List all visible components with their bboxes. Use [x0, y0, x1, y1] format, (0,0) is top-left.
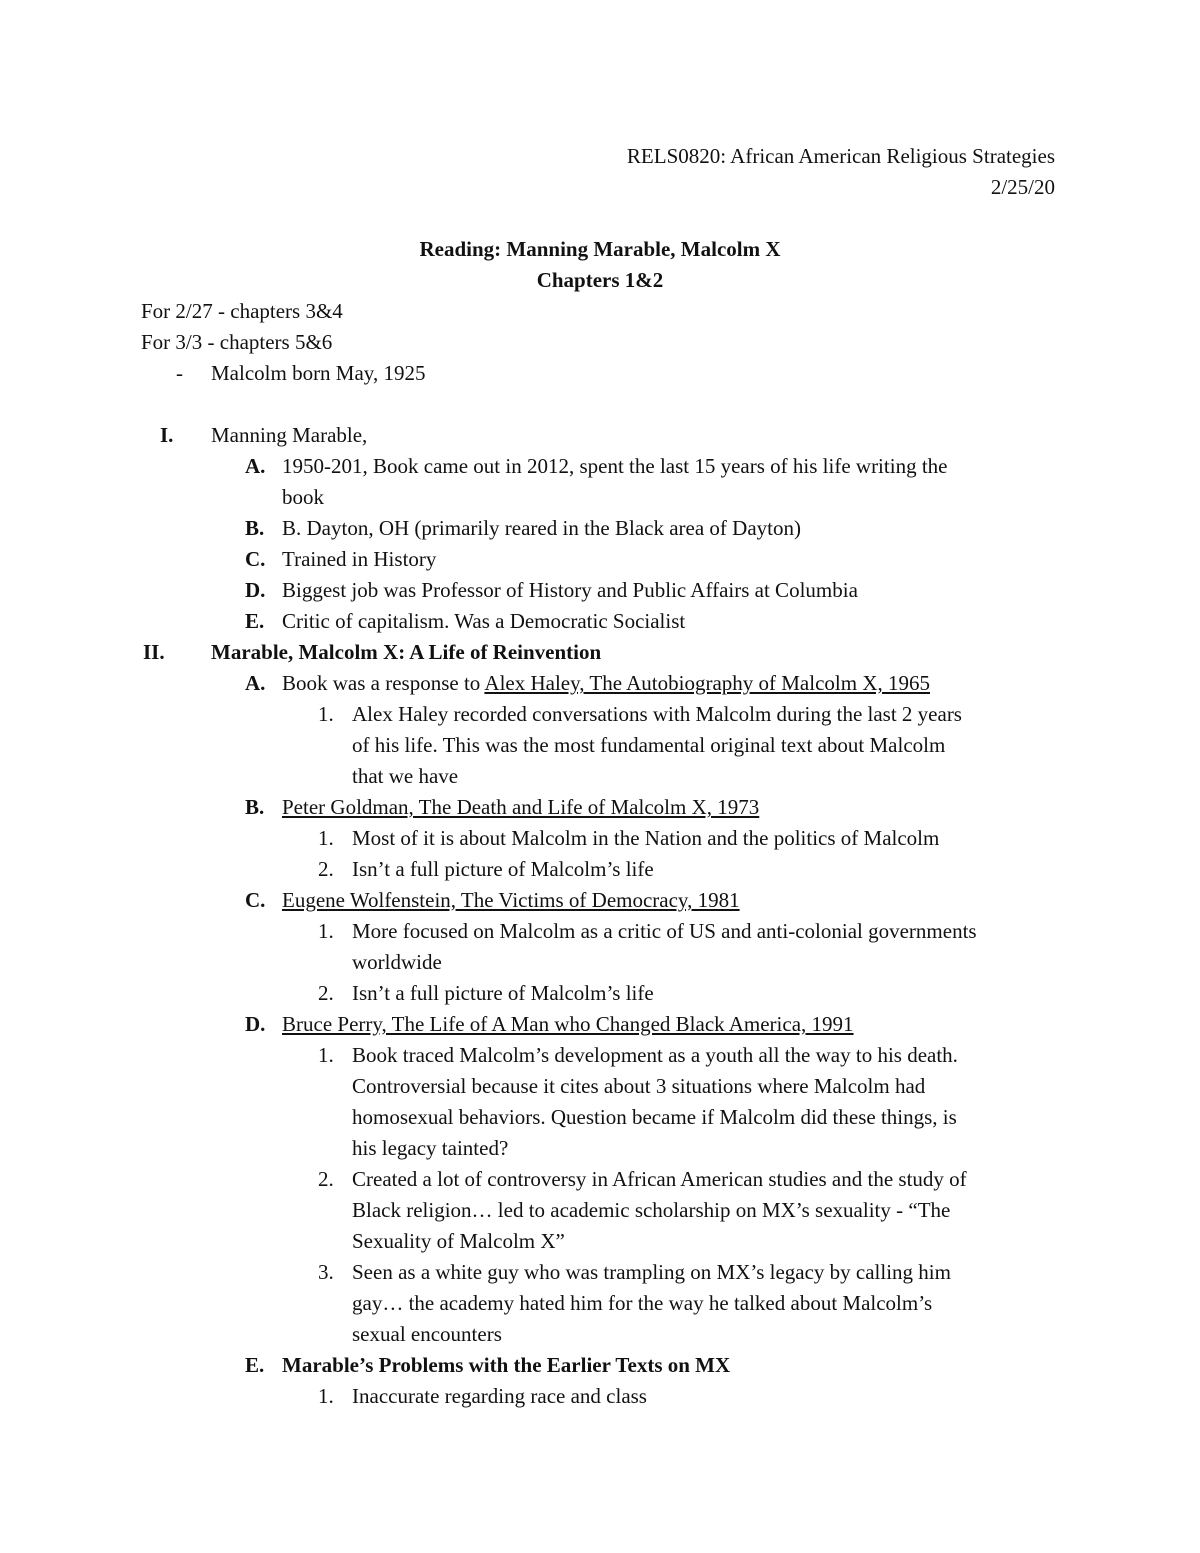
item-marker: B.	[245, 795, 265, 819]
schedule-line: For 3/3 - chapters 5&6	[141, 330, 333, 354]
list-item: Critic of capitalism. Was a Democratic Socialist	[282, 609, 686, 633]
section-marker: I.	[160, 423, 174, 447]
subitem-marker: 1.	[318, 1043, 334, 1067]
list-item: Controversial because it cites about 3 situations where Malcolm had	[352, 1074, 926, 1098]
list-item: More focused on Malcolm as a critic of US and anti-colonial governments	[352, 919, 977, 943]
list-item: Trained in History	[282, 547, 437, 571]
section-marker: II.	[143, 640, 165, 664]
list-item: Sexuality of Malcolm X”	[352, 1229, 565, 1253]
subsection-heading: Marable’s Problems with the Earlier Texts on MX	[282, 1353, 731, 1377]
list-item: Isn’t a full picture of Malcolm’s life	[352, 857, 654, 881]
item-marker: A.	[245, 454, 266, 478]
item-marker: D.	[245, 1012, 266, 1036]
list-item: Seen as a white guy who was trampling on MX’s legacy by calling him	[352, 1260, 951, 1284]
list-item: Malcolm born May, 1925	[211, 361, 426, 385]
section-heading: Marable, Malcolm X: A Life of Reinvention	[211, 640, 602, 664]
item-marker: B.	[245, 516, 265, 540]
note-date: 2/25/20	[990, 175, 1055, 199]
list-item	[282, 671, 930, 695]
list-item: B. Dayton, OH (primarily reared in the Black area of Dayton)	[282, 516, 801, 540]
subitem-marker: 2.	[318, 857, 334, 881]
item-marker: C.	[245, 888, 266, 912]
list-item: Inaccurate regarding race and class	[352, 1384, 647, 1408]
item-marker: E.	[245, 609, 265, 633]
subitem-marker: 1.	[318, 826, 334, 850]
reading-title: Reading: Manning Marable, Malcolm X	[419, 237, 781, 261]
subitem-marker: 3.	[318, 1260, 334, 1284]
book-title: Bruce Perry, The Life of A Man who Changed Black America, 1991	[282, 1012, 854, 1036]
list-item: Isn’t a full picture of Malcolm’s life	[352, 981, 654, 1005]
item-prefix: Book was a response to	[282, 671, 485, 695]
item-marker: C.	[245, 547, 266, 571]
list-item: worldwide	[352, 950, 442, 974]
list-item: Black religion… led to academic scholarship on MX’s sexuality - “The	[352, 1198, 951, 1222]
item-marker: A.	[245, 671, 266, 695]
schedule-line: For 2/27 - chapters 3&4	[141, 299, 343, 323]
list-item: his legacy tainted?	[352, 1136, 509, 1160]
list-item: Book traced Malcolm’s development as a youth all the way to his death.	[352, 1043, 958, 1067]
subitem-marker: 2.	[318, 1167, 334, 1191]
subitem-marker: 2.	[318, 981, 334, 1005]
list-item: that we have	[352, 764, 459, 788]
book-title: Eugene Wolfenstein, The Victims of Democracy, 1981	[282, 888, 740, 912]
item-marker: E.	[245, 1353, 265, 1377]
subitem-marker: 1.	[318, 919, 334, 943]
list-item: of his life. This was the most fundamental original text about Malcolm	[352, 733, 946, 757]
list-item: Alex Haley recorded conversations with Malcolm during the last 2 years	[352, 702, 962, 726]
chapters-subtitle: Chapters 1&2	[536, 268, 664, 292]
subitem-marker: 1.	[318, 1384, 334, 1408]
list-item: homosexual behaviors. Question became if Malcolm did these things, is	[352, 1105, 957, 1129]
book-title: Peter Goldman, The Death and Life of Malcolm X, 1973	[282, 795, 760, 819]
item-marker: D.	[245, 578, 266, 602]
dash-bullet: -	[176, 361, 183, 385]
subitem-marker: 1.	[318, 702, 334, 726]
list-item: Most of it is about Malcolm in the Nation and the politics of Malcolm	[352, 826, 940, 850]
section-heading: Manning Marable,	[211, 423, 368, 447]
list-item: Created a lot of controversy in African American studies and the study of	[352, 1167, 967, 1191]
list-item: book	[282, 485, 324, 509]
course-title: RELS0820: African American Religious Strategies	[626, 144, 1055, 168]
book-title: Alex Haley, The Autobiography of Malcolm X, 1965	[484, 671, 930, 695]
list-item: Biggest job was Professor of History and Public Affairs at Columbia	[282, 578, 858, 602]
list-item: gay… the academy hated him for the way he talked about Malcolm’s	[352, 1291, 933, 1315]
list-item: 1950-201, Book came out in 2012, spent the last 15 years of his life writing the	[282, 454, 948, 478]
list-item: sexual encounters	[352, 1322, 502, 1346]
